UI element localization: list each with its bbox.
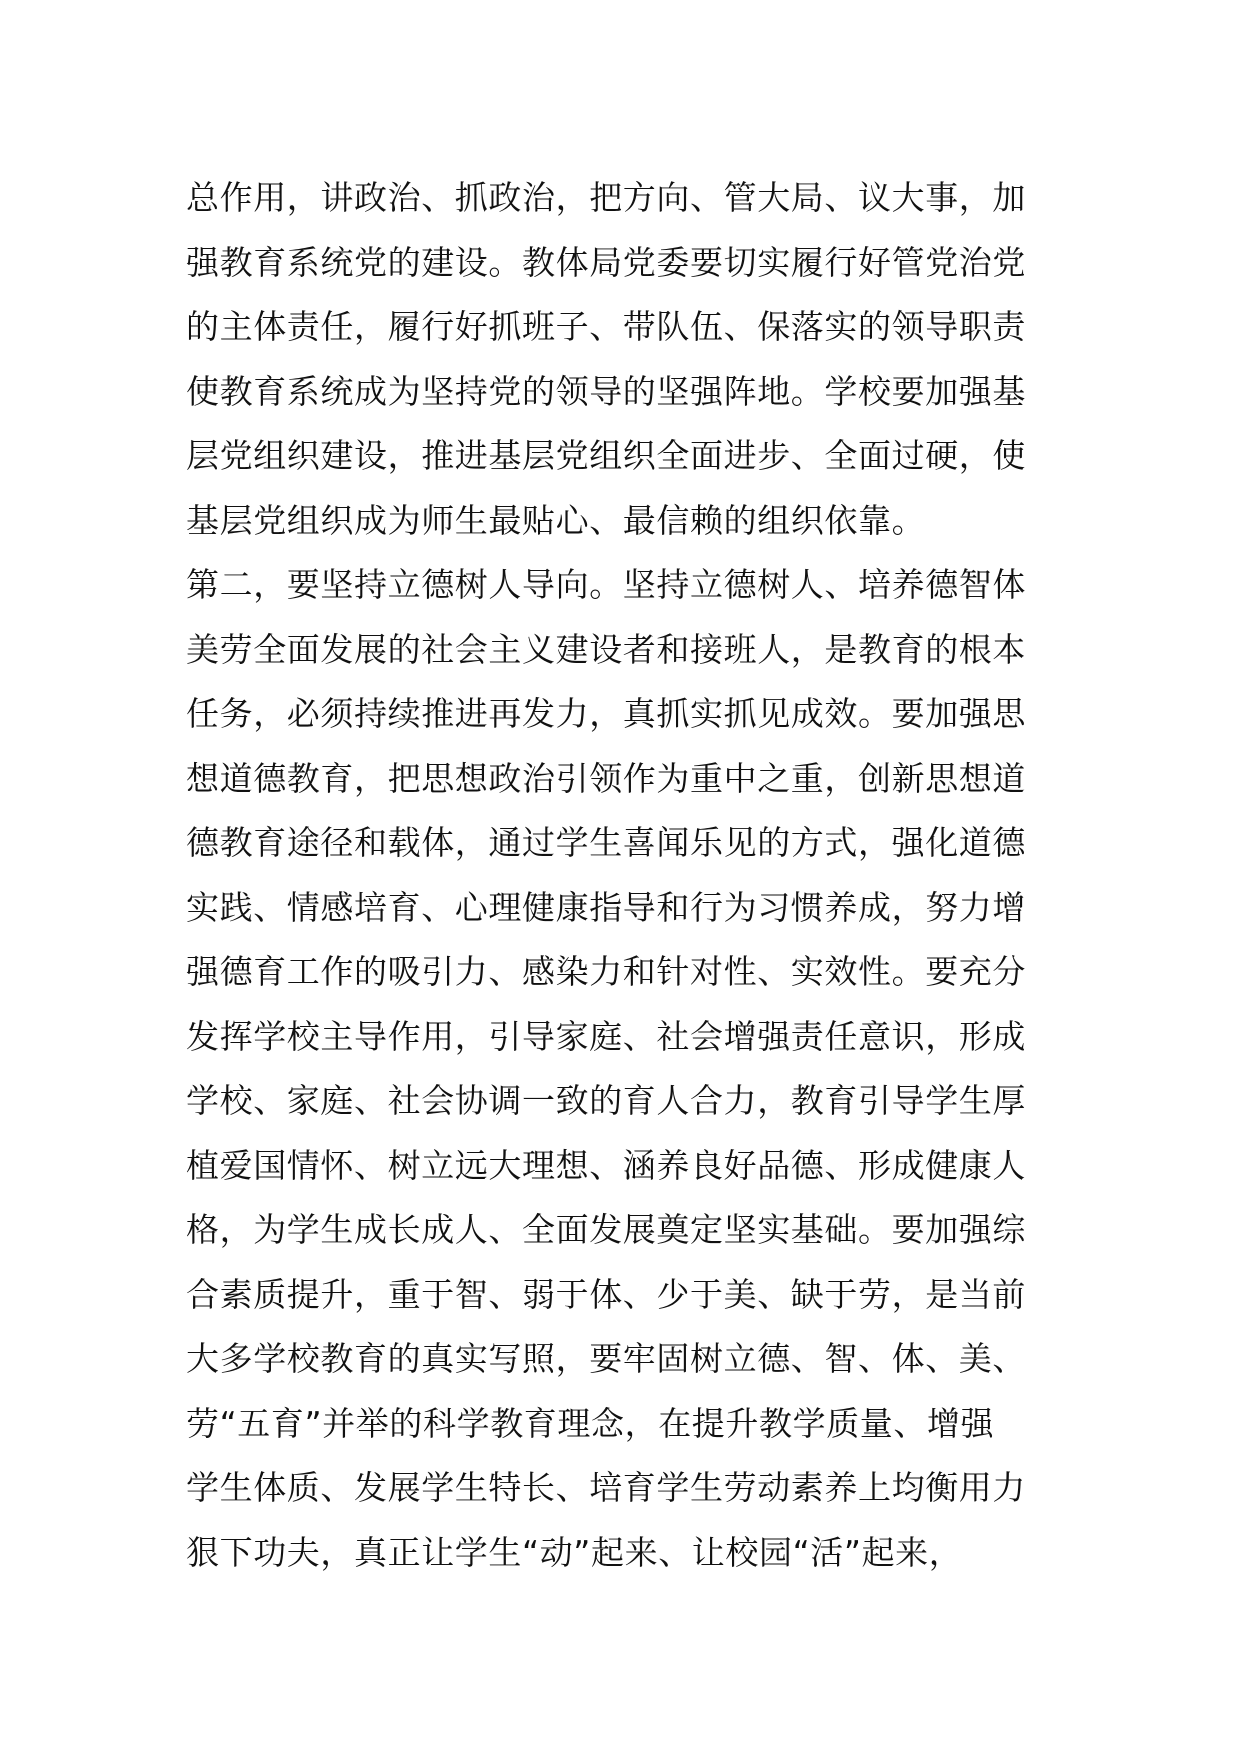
text-line: 层党组织建设，推进基层党组织全面进步、全面过硬，使 (186, 436, 1026, 475)
body-text (186, 166, 1061, 1585)
text-line: 强德育工作的吸引力、感染力和针对性、实效性。要充分 (186, 952, 1026, 991)
text-line: 大多学校教育的真实写照，要牢固树立德、智、体、美、 (186, 1339, 1026, 1378)
text-line: 总作用，讲政治、抓政治，把方向、管大局、议大事，加 (186, 178, 1026, 217)
text-line: 发挥学校主导作用，引导家庭、社会增强责任意识，形成 (186, 1016, 1026, 1056)
text-line: 合素质提升，重于智、弱于体、少于美、缺于劳，是当前 (186, 1274, 1026, 1314)
text-line: 学校、家庭、社会协调一致的育人合力，教育引导学生厚 (186, 1081, 1026, 1120)
text-line: 想道德教育，把思想政治引领作为重中之重，创新思想道 (186, 758, 1026, 798)
text-line: 实践、情感培育、心理健康指导和行为习惯养成，努力增 (186, 887, 1026, 927)
text-line: 任务，必须持续推进再发力，真抓实抓见成效。要加强思 (186, 694, 1026, 733)
text-line: 美劳全面发展的社会主义建设者和接班人，是教育的根本 (186, 629, 1026, 669)
text-line: 格，为学生成长成人、全面发展奠定坚实基础。要加强综 (186, 1210, 1026, 1249)
text-line: 基层党组织成为师生最贴心、最信赖的组织依靠。 (186, 500, 926, 540)
text-line: 学生体质、发展学生特长、培育学生劳动素养上均衡用力 (186, 1468, 1026, 1507)
text-line: 第二，要坚持立德树人导向。坚持立德树人、培养德智体 (186, 565, 1026, 604)
text-line: 的主体责任，履行好抓班子、带队伍、保落实的领导职责 (186, 307, 1026, 346)
text-line: 德教育途径和载体，通过学生喜闻乐见的方式，强化道德 (186, 823, 1026, 862)
text-line: 劳“五育”并举的科学教育理念，在提升教学质量、增强 (186, 1403, 995, 1443)
text-line: 植爱国情怀、树立远大理想、涵养良好品德、形成健康人 (186, 1145, 1026, 1185)
text-line: 狠下功夫，真正让学生“动”起来、让校园“活”起来， (186, 1532, 963, 1572)
text-line: 强教育系统党的建设。教体局党委要切实履行好管党治党 (186, 242, 1026, 282)
text-line: 使教育系统成为坚持党的领导的坚强阵地。学校要加强基 (186, 371, 1026, 411)
